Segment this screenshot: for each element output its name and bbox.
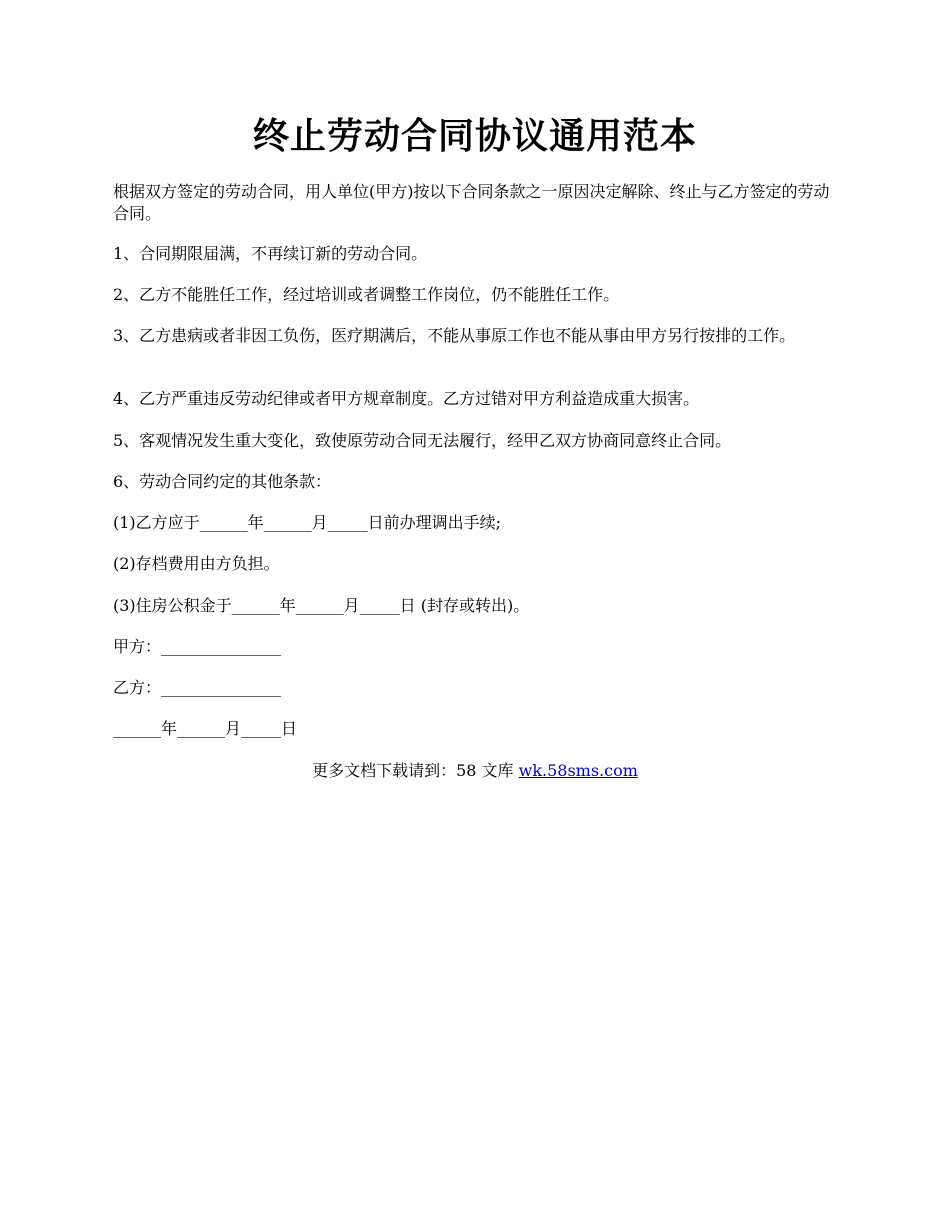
clause-2: 2、乙方不能胜任工作，经过培训或者调整工作岗位，仍不能胜任工作。 [113,285,620,304]
sub-clause-1: (1)乙方应于______年______月_____日前办理调出手续; [113,513,502,532]
party-a-signature: 甲方：_______________ [113,637,282,656]
clause-4: 4、乙方严重违反劳动纪律或者甲方规章制度。乙方过错对甲方利益造成重大损害。 [113,389,700,408]
sub-clause-2: (2)存档费用由方负担。 [113,554,280,573]
download-footer [0,760,950,782]
footer-text: 更多文档下载请到：58 文库 [312,761,519,780]
clause-3: 3、乙方患病或者非因工负伤，医疗期满后，不能从事原工作也不能从事由甲方另行按排的工作。 [113,326,796,345]
party-b-signature: 乙方：_______________ [113,678,282,697]
footer-link[interactable]: wk.58sms.com [518,761,638,780]
sub-clause-3: (3)住房公积金于______年______月_____日 (封存或转出)。 [113,596,530,615]
signing-date: ______年______月_____日 [113,719,298,738]
clause-1: 1、合同期限届满，不再续订新的劳动合同。 [113,244,428,263]
clause-5: 5、客观情况发生重大变化，致使原劳动合同无法履行，经甲乙双方协商同意终止合同。 [113,431,732,450]
intro-paragraph: 根据双方签定的劳动合同，用人单位(甲方)按以下合同条款之一原因决定解除、终止与乙方签定的劳动合同。 [113,182,830,223]
clause-6: 6、劳动合同约定的其他条款： [113,472,332,491]
document-title: 终止劳动合同协议通用范本 [252,115,697,157]
